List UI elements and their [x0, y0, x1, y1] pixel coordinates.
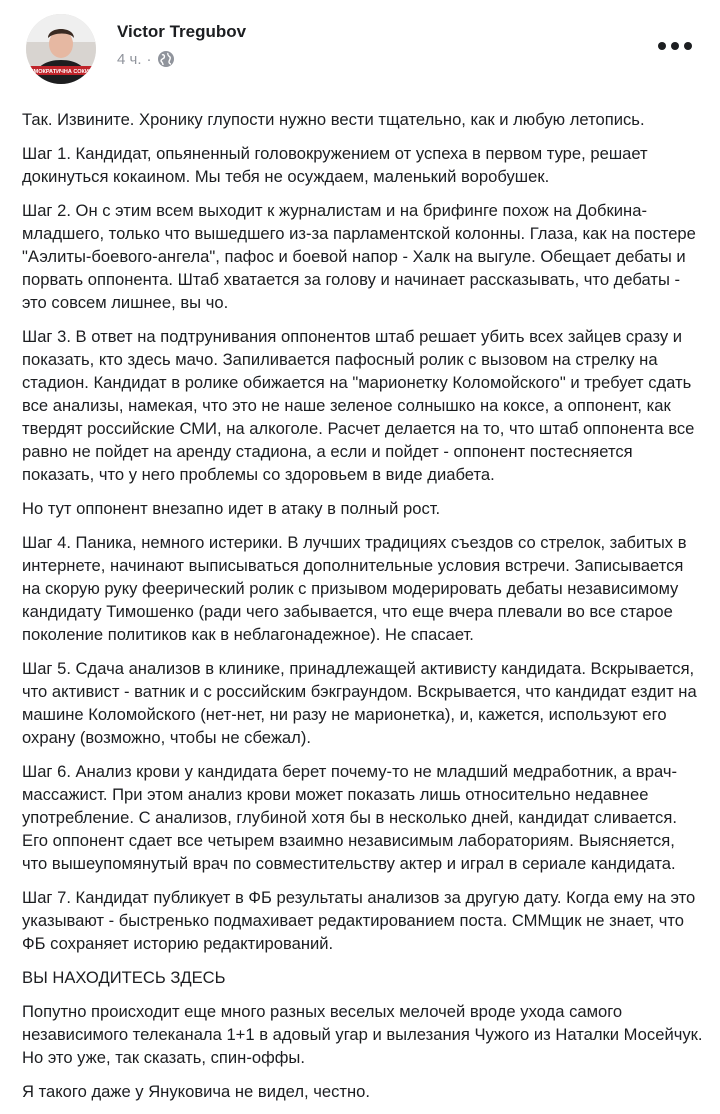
post-paragraph: Шаг 5. Сдача анализов в клинике, принадлежащей активисту кандидата. Вскрывается, что активист - ватник и с российским бэкграундом. Вскрывается, что кандидат ездит на машине Коломойского (нет-нет, ни разу не марионетка), и, кажется, используют его охрану (возможно, чтобы не сбежал).: [22, 659, 697, 747]
avatar-image: [26, 14, 96, 84]
more-options-icon[interactable]: [658, 38, 692, 54]
post-paragraph: Я такого даже у Януковича не видел, честно.: [22, 1082, 371, 1101]
post-header: [0, 0, 720, 100]
post-paragraph: ВЫ НАХОДИТЕСЬ ЗДЕСЬ: [22, 968, 226, 987]
author-name[interactable]: Victor Tregubov: [117, 22, 247, 41]
post-timestamp[interactable]: 4 ч.: [117, 50, 142, 68]
post-meta: [117, 49, 175, 69]
more-dot: [658, 42, 666, 50]
post-paragraph: Шаг 6. Анализ крови у кандидата берет почему-то не младший медработник, а врач-массажист. При этом анализ крови может показать лишь относительно недавнее употребление. С анализов, глубиной хотя бы в несколько дней, кандидат сливается. Его оппонент сдает все четырем взаимно независимым лабораториям. Выясняется, что вышеупомянутый врач по совместительству актер и играл в сериале кандидата.: [22, 762, 677, 873]
more-dot: [671, 42, 679, 50]
meta-separator: ·: [146, 50, 152, 68]
post-paragraph: Попутно происходит еще много разных веселых мелочей вроде ухода самого независимого телеканала 1+1 в адовый угар и вылезания Чужого из Наталки Мосейчук. Но это уже, так сказать, спин-оффы.: [22, 1002, 703, 1067]
post-paragraph: Но тут оппонент внезапно идет в атаку в полный рост.: [22, 499, 441, 518]
avatar-caption: ДЕМОКРАТИЧНА СОКИРА: [26, 69, 96, 75]
post-paragraph: Шаг 4. Паника, немного истерики. В лучших традициях съездов со стрелок, забитых в интернете, начинают выписываться дополнительные условия встречи. Записывается на скорую руку феерический ролик с призывом модерировать дебаты независимому кандидату Тимошенко (ради чего забывается, что еще вчера плевали во все старое поколение политиков как в неблагонадежное). Не спасает.: [22, 533, 687, 644]
post-paragraph: Шаг 7. Кандидат публикует в ФБ результаты анализов за другую дату. Когда ему на это указывают - быстренько подмахивает редактированием поста. СММщик не знает, что ФБ сохраняет историю редактирований.: [22, 888, 696, 953]
post-paragraph: Так. Извините. Хронику глупости нужно вести тщательно, как и любую летопись.: [22, 110, 645, 129]
post-body: [22, 108, 704, 1114]
globe-icon[interactable]: [157, 50, 175, 68]
post-paragraph: Шаг 3. В ответ на подтрунивания оппонентов штаб решает убить всех зайцев сразу и показать, кто здесь мачо. Запиливается пафосный ролик с вызовом на стрелку на стадион. Кандидат в ролике обижается на "марионетку Коломойского" и требует сдать все анализы, намекая, что это не наше зеленое солнышко на коксе, а оппонент, как твердят российские СМИ, на алкоголе. Расчет делается на то, что штаб оппонента все равно не пойдет на аренду стадиона, а если и пойдет - оппонент постесняется показать, что у него проблемы со здоровьем в виде диабета.: [22, 327, 695, 484]
post-paragraph: Шаг 1. Кандидат, опьяненный головокружением от успеха в первом туре, решает докинуться кокаином. Мы тебя не осуждаем, маленький воробушек.: [22, 144, 648, 186]
post-paragraph: Шаг 2. Он с этим всем выходит к журналистам и на брифинге похож на Добкина-младшего, только что вышедшего из-за парламентской колонны. Глаза, как на постере "Аэлиты-боевого-ангела", пафос и боевой напор - Халк на выгуле. Обещает дебаты и порвать оппонента. Штаб хватается за голову и начинает рассказывать, что дебаты - это совсем лишнее, вы чо.: [22, 201, 696, 312]
avatar[interactable]: [26, 14, 96, 84]
more-dot: [684, 42, 692, 50]
